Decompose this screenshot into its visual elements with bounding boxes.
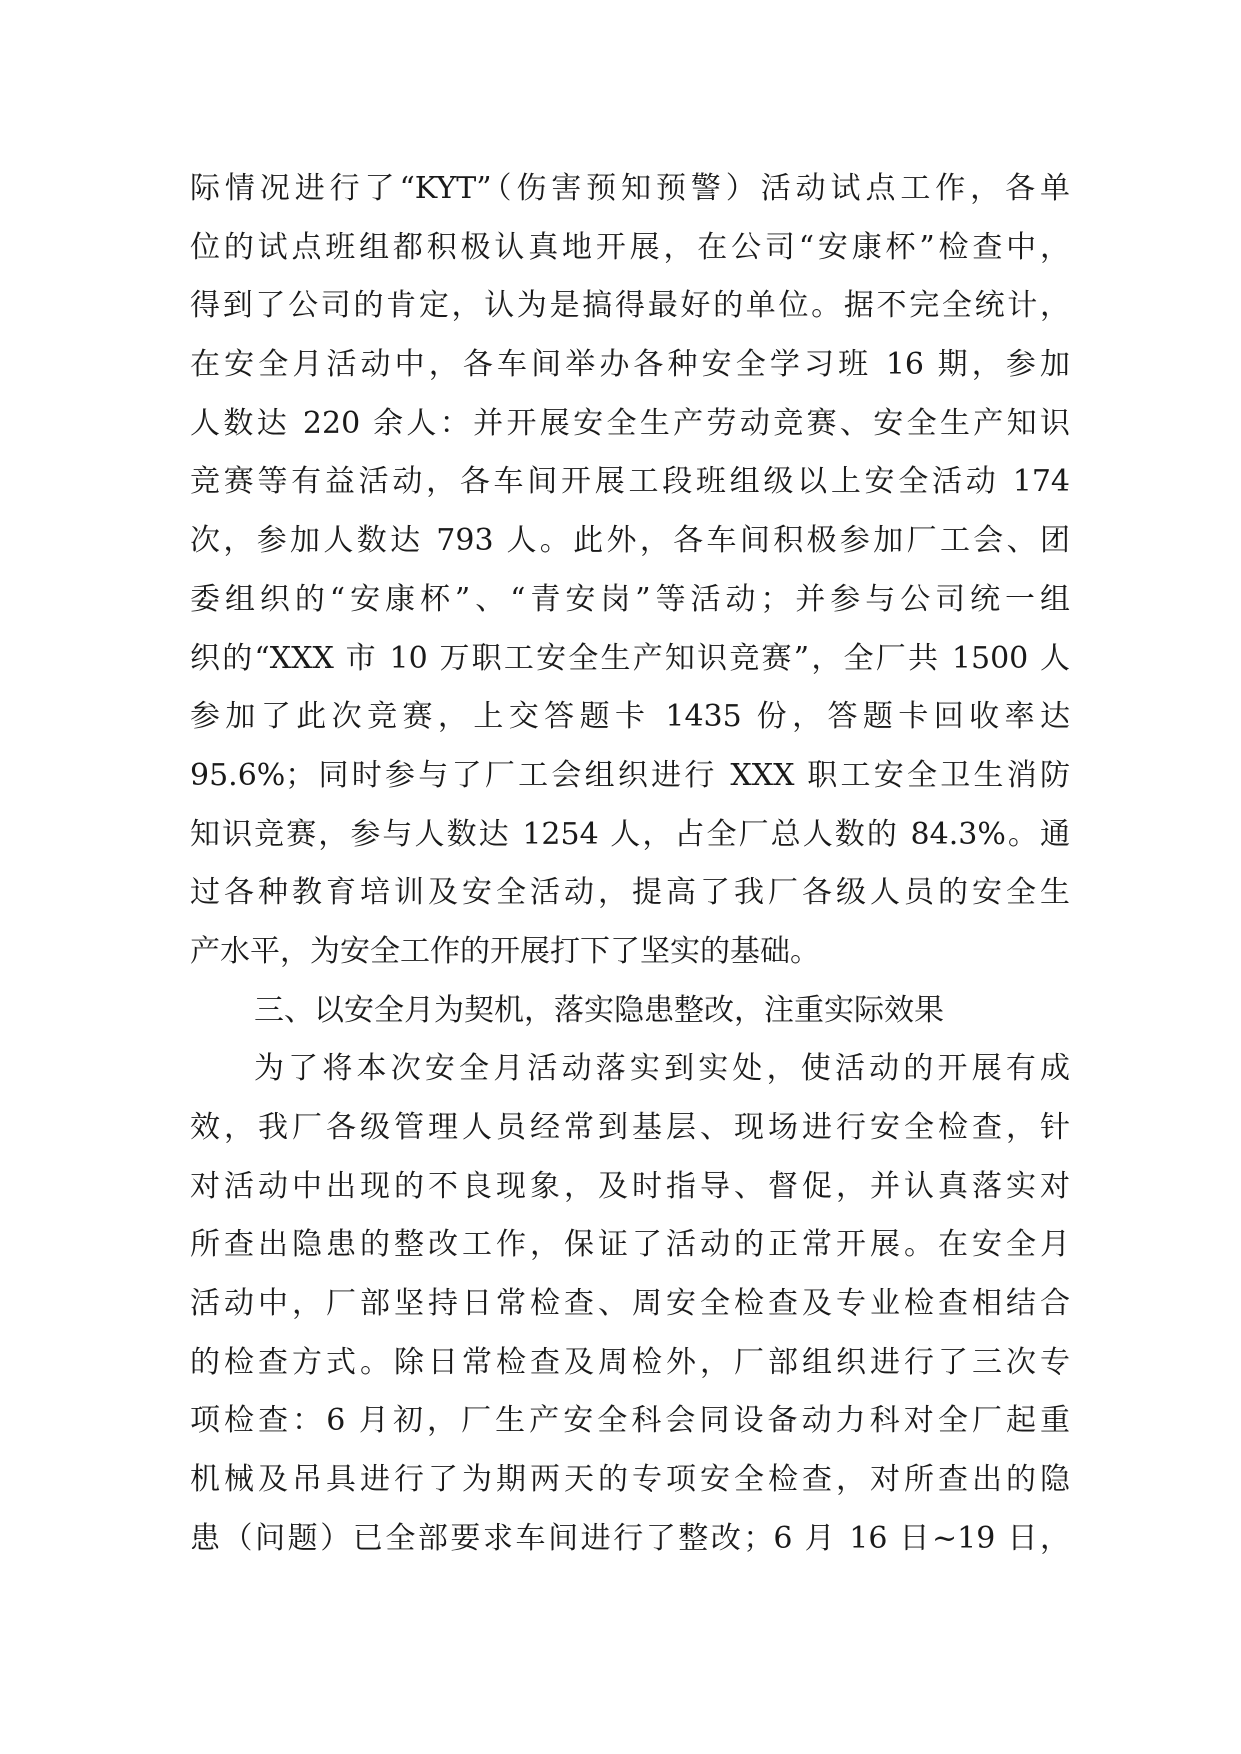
text-line: 所查出隐患的整改工作，保证了活动的正常开展。在安全月 [190, 1227, 1070, 1263]
text-line: 委组织的“安康杯”、“青安岗”等活动；并参与公司统一组 [190, 581, 1070, 617]
text-line: 次，参加人数达 793 人。此外，各车间积极参加厂工会、团 [190, 523, 1070, 559]
text-line: 参加了此次竞赛，上交答题卡 1435 份，答题卡回收率达 [190, 699, 1070, 735]
text-line: 在安全月活动中，各车间举办各种安全学习班 16 期，参加 [190, 347, 1070, 383]
text-line: 对活动中出现的不良现象，及时指导、督促，并认真落实对 [190, 1168, 1070, 1204]
section-heading: 三、以安全月为契机，落实隐患整改，注重实际效果 [254, 992, 944, 1028]
document-body [190, 160, 1070, 1569]
text-line: 95.6%；同时参与了厂工会组织进行 XXX 职工安全卫生消防 [190, 757, 1070, 793]
paragraph-section-3 [190, 1040, 1070, 1568]
text-line: 产水平，为安全工作的开展打下了坚实的基础。 [190, 933, 820, 969]
text-line: 过各种教育培训及安全活动，提高了我厂各级人员的安全生 [190, 875, 1070, 911]
text-line: 为了将本次安全月活动落实到实处，使活动的开展有成 [254, 1051, 1070, 1087]
text-line: 项检查：6 月初，厂生产安全科会同设备动力科对全厂起重 [190, 1403, 1070, 1439]
text-line: 织的“XXX 市 10 万职工安全生产知识竞赛”，全厂共 1500 人 [190, 640, 1070, 676]
text-line: 效，我厂各级管理人员经常到基层、现场进行安全检查，针 [190, 1110, 1070, 1145]
text-line: 患（问题）已全部要求车间进行了整改；6 月 16 日~19 日， [190, 1520, 1070, 1556]
text-line: 得到了公司的肯定，认为是搞得最好的单位。据不完全统计， [190, 288, 1070, 324]
text-line: 人数达 220 余人：并开展安全生产劳动竞赛、安全生产知识 [190, 405, 1070, 441]
text-line: 际情况进行了“KYT”（伤害预知预警）活动试点工作，各单 [190, 171, 1070, 206]
text-line: 活动中，厂部坚持日常检查、周安全检查及专业检查相结合 [190, 1286, 1070, 1322]
text-line: 知识竞赛，参与人数达 1254 人，占全厂总人数的 84.3%。通 [190, 816, 1070, 852]
paragraph-continued [190, 160, 1070, 982]
text-line: 竞赛等有益活动，各车间开展工段班组级以上安全活动 174 [190, 464, 1070, 500]
text-line: 位的试点班组都积极认真地开展，在公司“安康杯”检查中， [190, 229, 1070, 265]
text-line: 的检查方式。除日常检查及周检外，厂部组织进行了三次专 [190, 1344, 1070, 1380]
text-line: 机械及吊具进行了为期两天的专项安全检查，对所查出的隐 [190, 1462, 1070, 1498]
